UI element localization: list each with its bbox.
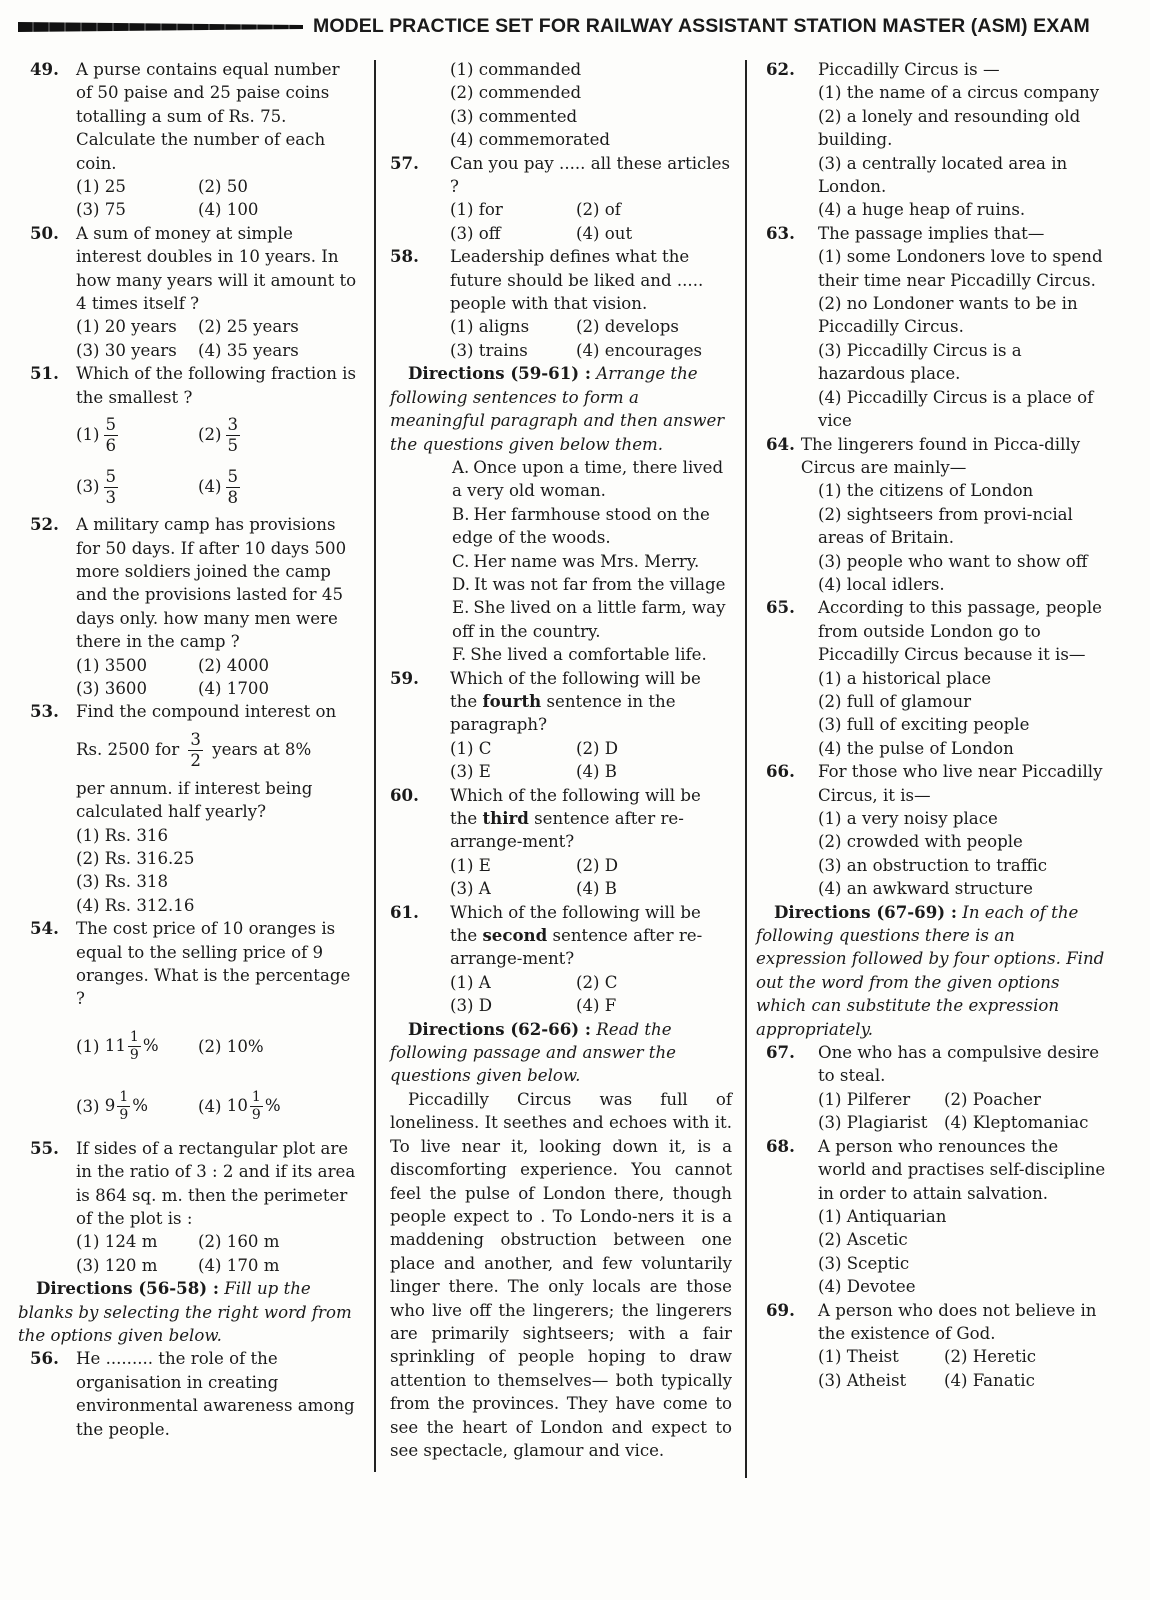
option: (4) out xyxy=(576,223,633,243)
question-53 xyxy=(30,700,360,917)
question-51 xyxy=(30,362,360,513)
option: (4) Devotee xyxy=(818,1277,916,1297)
option: (2) D xyxy=(576,855,619,875)
options xyxy=(390,198,732,245)
option: (2) 25 years xyxy=(198,317,299,337)
question-number: 49. xyxy=(30,59,59,79)
sentence: F. She lived a comfortable life. xyxy=(452,645,707,665)
option: (3) A xyxy=(450,879,491,899)
question-number: 60. xyxy=(390,784,419,805)
question-50 xyxy=(30,222,360,362)
question-61 xyxy=(390,901,732,1018)
option: (3) off xyxy=(450,223,501,243)
option: (2) sightseers from provi-ncial areas of Britain. xyxy=(818,504,1073,548)
question-text: A military camp has provisions for 50 days. If after 10 days 500 more soldiers joined the camp and the provisions lasted for 45 days only. how many men were there in the camp ? xyxy=(76,515,347,652)
option: (1) $\frac{5}{6}$ xyxy=(76,414,117,455)
option: (4) 1700 xyxy=(198,678,270,698)
column-divider xyxy=(745,60,747,1478)
options xyxy=(30,315,360,362)
options xyxy=(766,807,1106,901)
option: (1) the name of a circus company xyxy=(818,83,1100,103)
options xyxy=(766,479,1106,596)
option: (1) some Londoners love to spend their time near Piccadilly Circus. xyxy=(818,247,1103,290)
option: (1) Pilferer xyxy=(818,1089,911,1109)
option: (1) for xyxy=(450,200,503,220)
question-text: For those who live near Piccadilly Circus, it is— xyxy=(818,762,1103,805)
question-55 xyxy=(30,1137,360,1277)
question-69 xyxy=(766,1299,1106,1393)
option: (1) 20 years xyxy=(76,317,177,337)
options xyxy=(30,824,360,918)
question-text: One who has a compulsive desire to steal. xyxy=(818,1043,1100,1086)
sentence: E. She lived on a little farm, way off in the country. xyxy=(452,598,726,641)
option: (3) trains xyxy=(450,340,528,360)
option: (3) full of exciting people xyxy=(818,715,1030,735)
question-number: 67. xyxy=(766,1042,795,1063)
option: (2) full of glamour xyxy=(818,691,972,711)
option: (2) Ascetic xyxy=(818,1230,908,1250)
question-59 xyxy=(390,667,732,784)
question-number: 57. xyxy=(390,152,419,173)
header-rule xyxy=(18,22,303,32)
option: (3) an obstruction to traffic xyxy=(818,855,1048,875)
question-number: 55. xyxy=(30,1137,59,1158)
option: (4) an awkward structure xyxy=(818,879,1033,899)
question-text: Find the compound interest on Rs. 2500 for $\frac{3}{2}$ years at 8% per annum. if interest being calculated half yearly? xyxy=(76,702,337,822)
page-header xyxy=(18,14,1104,40)
question-number: 51. xyxy=(30,363,59,384)
option: (4) Rs. 312.16 xyxy=(76,895,195,915)
question-number: 61. xyxy=(390,901,419,922)
question-57 xyxy=(390,152,732,246)
option: (4) 170 m xyxy=(198,1255,280,1275)
option: (4) 10 $\frac{1}{9}$ % xyxy=(198,1089,281,1124)
question-text: Can you pay ..... all these articles ? xyxy=(450,153,730,197)
option: (2) a lonely and resounding old building. xyxy=(818,106,1081,150)
options xyxy=(30,1017,360,1137)
option: (2) Poacher xyxy=(944,1089,1041,1109)
question-56 xyxy=(30,1347,360,1441)
option: (1) A xyxy=(450,972,491,992)
question-text: A person who renounces the world and practises self-discipline in order to attain salvation. xyxy=(818,1136,1106,1203)
option: (1) 3500 xyxy=(76,655,148,675)
option: (4) B xyxy=(576,879,617,899)
column-middle xyxy=(390,58,732,1462)
question-49 xyxy=(30,58,360,222)
column-divider xyxy=(374,60,376,1472)
options xyxy=(766,1345,1106,1392)
option: (3) Piccadilly Circus is a hazardous place. xyxy=(818,340,1022,384)
option: (4) B xyxy=(576,762,617,782)
option: (3) Plagiarist xyxy=(818,1113,928,1133)
directions-56-58: Directions (56-58) : Fill up the blanks by selecting the right word from the options given below. xyxy=(18,1278,352,1346)
question-number: 54. xyxy=(30,918,59,939)
question-63 xyxy=(766,222,1106,433)
option: (3) Sceptic xyxy=(818,1253,910,1273)
question-68 xyxy=(766,1135,1106,1299)
question-number: 58. xyxy=(390,246,419,267)
option: (1) Theist xyxy=(818,1347,899,1367)
column-left xyxy=(18,58,360,1441)
question-text: Piccadilly Circus is — xyxy=(818,60,1000,79)
question-text: He ......... the role of the organisation in creating environmental awareness among the people. xyxy=(76,1349,355,1439)
question-number: 69. xyxy=(766,1299,795,1320)
option: (2) 50 xyxy=(198,177,248,197)
options xyxy=(30,654,360,701)
sentence: C. Her name was Mrs. Merry. xyxy=(452,551,700,571)
question-number: 50. xyxy=(30,222,59,243)
options xyxy=(390,315,732,362)
option: (3) people who want to show off xyxy=(818,551,1088,571)
question-52 xyxy=(30,513,360,700)
sentence: A. Once upon a time, there lived a very old woman. xyxy=(452,457,724,501)
option: (1) C xyxy=(450,738,492,758)
options xyxy=(390,737,732,784)
option: (2) Rs. 316.25 xyxy=(76,848,195,868)
question-65 xyxy=(766,596,1106,760)
question-66 xyxy=(766,760,1106,900)
question-number: 65. xyxy=(766,597,795,618)
option: (4) Fanatic xyxy=(944,1370,1035,1390)
option: (3) Atheist xyxy=(818,1370,907,1390)
options xyxy=(30,1230,360,1277)
option: (3) E xyxy=(450,762,491,782)
question-number: 63. xyxy=(766,222,795,243)
option: (2) 10% xyxy=(198,1037,264,1057)
option: (4) $\frac{5}{8}$ xyxy=(198,466,239,507)
directions-62-66: Directions (62-66) : Read the following passage and answer the questions given below. xyxy=(390,1018,676,1086)
option: (4) Kleptomaniac xyxy=(944,1113,1089,1133)
question-text: Which of the following will be the fourth sentence in the paragraph? xyxy=(450,668,701,735)
option: (4) 35 years xyxy=(198,340,299,360)
option: (4) encourages xyxy=(576,340,703,360)
column-right xyxy=(756,58,1106,1392)
question-text: Which of the following will be the third sentence after re-arrange-ment? xyxy=(450,785,701,852)
question-text: Which of the following will be the second sentence after re-arrange-ment? xyxy=(450,902,703,969)
options xyxy=(766,81,1106,221)
option: (3) 120 m xyxy=(76,1255,158,1275)
option: (3) 9 $\frac{1}{9}$ % xyxy=(76,1089,149,1124)
directions-59-61: Directions (59-61) : Arrange the following sentences to form a meaningful paragraph and then answer the questions given below them. xyxy=(390,363,725,454)
options xyxy=(30,175,360,222)
sentence-list xyxy=(390,456,732,667)
question-62 xyxy=(766,58,1106,222)
question-text: A sum of money at simple interest doubles in 10 years. In how many years will it amount to 4 times itself ? xyxy=(76,223,357,314)
question-number: 56. xyxy=(30,1348,59,1369)
question-number: 66. xyxy=(766,761,795,782)
question-number: 53. xyxy=(30,701,59,722)
option: (3) D xyxy=(450,996,493,1016)
question-text: A purse contains equal number of 50 paise and 25 paise coins totalling a sum of Rs. 75. Calculate the number of each coin. xyxy=(76,60,340,173)
option: (1) 11 $\frac{1}{9}$ % xyxy=(76,1029,159,1064)
option: (2) 160 m xyxy=(198,1232,280,1252)
option: (4) commemorated xyxy=(450,130,611,150)
question-58 xyxy=(390,245,732,362)
options xyxy=(766,1205,1106,1299)
options xyxy=(390,854,732,901)
question-number: 59. xyxy=(390,667,419,688)
sentence: D. It was not far from the village xyxy=(452,574,726,594)
question-number: 52. xyxy=(30,514,59,535)
option: (3) $\frac{5}{3}$ xyxy=(76,466,117,507)
option: (2) no Londoner wants to be in Piccadilly Circus. xyxy=(818,294,1078,337)
reading-passage: Piccadilly Circus was full of loneliness. It seethes and echoes with it. To live near it, looking down it, is a discomforting experience. You cannot feel the pulse of London there, though people expect to . To Londo-ners it is a maddening obstruction between one place and another, and few voluntarily linger there. The only locals are those who live off the lingerers; the lingerers are primarily sightseers; with a fair sprinkling of people hoping to draw attention to themselves— both typically from the provinces. They have come to see the heart of London and expect to see spectacle, glamour and vice. xyxy=(390,1089,732,1460)
option: (2) Heretic xyxy=(944,1347,1037,1367)
option: (2) commended xyxy=(450,83,582,103)
option: (3) a centrally located area in London. xyxy=(818,153,1068,197)
option: (2) crowded with people xyxy=(818,832,1023,852)
question-67 xyxy=(766,1041,1106,1135)
option: (4) 100 xyxy=(198,200,259,220)
option: (3) commented xyxy=(450,106,578,126)
option: (1) Rs. 316 xyxy=(76,825,169,845)
option: (3) 3600 xyxy=(76,678,148,698)
options xyxy=(390,971,732,1018)
option: (2) 4000 xyxy=(198,655,270,675)
option: (3) 75 xyxy=(76,200,126,220)
question-text: The passage implies that— xyxy=(818,223,1045,243)
option: (1) commanded xyxy=(450,60,582,79)
question-number: 68. xyxy=(766,1135,795,1156)
options xyxy=(766,245,1106,432)
option: (4) F xyxy=(576,996,617,1016)
options xyxy=(766,1088,1106,1135)
question-text: If sides of a rectangular plot are in the ratio of 3 : 2 and if its area is 864 sq. m. then the perimeter of the plot is : xyxy=(76,1138,356,1229)
question-54 xyxy=(30,917,360,1137)
question-text: A person who does not believe in the existence of God. xyxy=(818,1300,1097,1343)
question-text: Leadership defines what the future should be liked and ..... people with that vision. xyxy=(450,247,704,314)
option: (4) the pulse of London xyxy=(818,738,1014,758)
question-number: 64. xyxy=(766,433,795,454)
option: (4) local idlers. xyxy=(818,574,945,594)
question-text: The cost price of 10 oranges is equal to the selling price of 9 oranges. What is the percentage ? xyxy=(76,919,351,1009)
option: (2) C xyxy=(576,972,618,992)
option: (1) E xyxy=(450,855,491,875)
option: (1) Antiquarian xyxy=(818,1206,947,1226)
question-60 xyxy=(390,784,732,901)
option: (1) aligns xyxy=(450,317,530,337)
sentence: B. Her farmhouse stood on the edge of the woods. xyxy=(452,504,710,548)
options xyxy=(390,58,732,152)
option: (2) D xyxy=(576,738,619,758)
option: (4) Piccadilly Circus is a place of vice xyxy=(818,387,1094,431)
question-text: According to this passage, people from outside London go to Piccadilly Circus because it is— xyxy=(818,598,1103,665)
question-64 xyxy=(766,433,1106,597)
page-title: MODEL PRACTICE SET FOR RAILWAY ASSISTANT STATION MASTER (ASM) EXAM xyxy=(313,15,1090,38)
option: (1) a historical place xyxy=(818,668,992,688)
option: (4) a huge heap of ruins. xyxy=(818,200,1026,220)
option: (2) of xyxy=(576,200,621,220)
question-text: Which of the following fraction is the smallest ? xyxy=(76,364,357,407)
options xyxy=(766,667,1106,761)
option: (1) the citizens of London xyxy=(818,481,1034,501)
option: (1) 124 m xyxy=(76,1232,158,1252)
option: (2) develops xyxy=(576,317,679,337)
question-text: The lingerers found in Picca-dilly Circus are mainly— xyxy=(800,434,1081,477)
option: (3) 30 years xyxy=(76,340,177,360)
directions-67-69: Directions (67-69) : In each of the following questions there is an expression followed by four options. Find out the word from the given options which can substitute the expression appropriately. xyxy=(756,901,1105,1039)
question-number: 62. xyxy=(766,59,795,79)
option: (2) $\frac{3}{5}$ xyxy=(198,414,239,455)
option: (3) Rs. 318 xyxy=(76,872,169,892)
options xyxy=(30,409,360,513)
option: (1) 25 xyxy=(76,177,126,197)
option: (1) a very noisy place xyxy=(818,809,998,828)
